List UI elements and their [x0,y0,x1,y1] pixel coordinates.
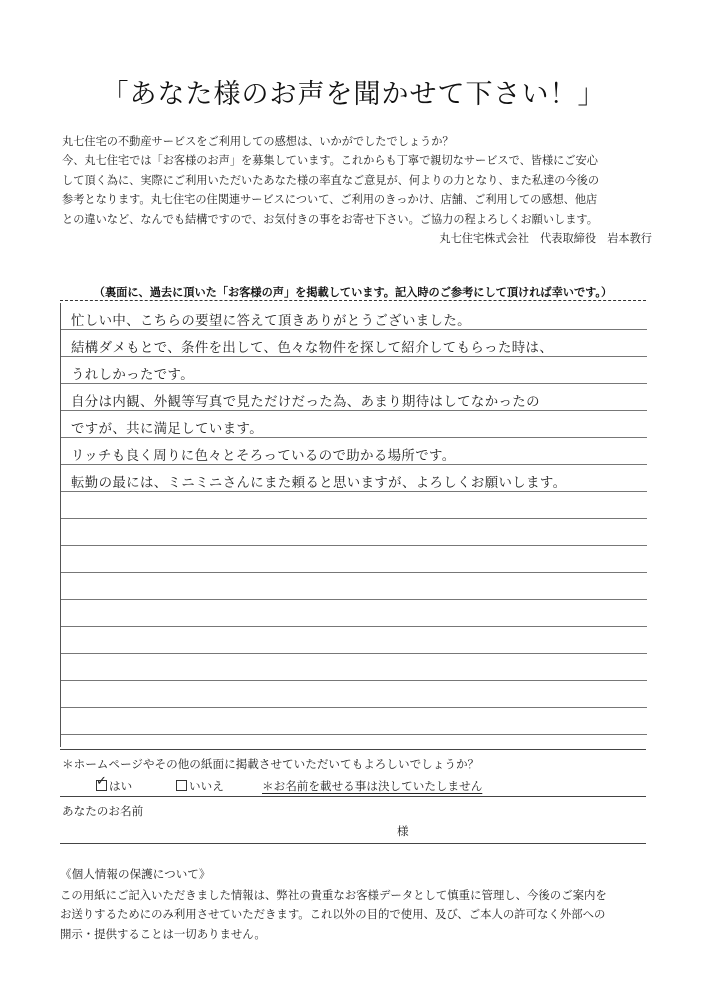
no-checkbox[interactable] [176,780,187,791]
handwritten-line: 自分は内観、外観等写真で見ただけだった為、あまり期待はしてなかったの [71,395,540,410]
publish-yes-option[interactable] [96,774,133,794]
section-divider [60,843,646,844]
intro-line: して頂く為に、実際にご利用いただいたあなた様の率直なご意見が、何よりの力となり、また私達の今後の [62,173,600,187]
privacy-line: お送りするためにのみ利用させていただきます。これ以外の目的で使用、及び、ご本人の許可なく外部への [60,907,606,922]
name-label: あなたのお名前 [62,804,144,818]
handwritten-line: うれしかったです。 [71,368,195,383]
check-mark-icon: ✓ [96,774,107,789]
comment-lines-area[interactable] [60,303,647,747]
intro-text [62,132,652,248]
intro-line: 今、丸七住宅では「お客様のお声」を募集しています。これからも丁寧で親切なサービスで、皆様にご安心 [62,154,598,168]
publish-question: ＊ホームページやその他の紙面に掲載させていただいてもよろしいでしょうか？ [62,757,480,771]
page-title: 「あなた様のお声を聞かせて下さい！」 [101,79,606,110]
signature: 丸七住宅株式会社 代表取締役 岩本教行 [439,232,652,246]
privacy-line: この用紙にご記入いただきました情報は、弊社の貴重なお客様データとして慎重に管理し、今後のご案内を [60,888,607,902]
notice-divider [60,300,646,301]
intro-line: との違いなど、なんでも結構ですので、お気付きの事をお寄せ下さい。ご協力の程よろしくお願いします。 [62,212,598,226]
name-not-published-note: ＊お名前を載せる事は決していたしません [262,779,483,793]
yes-label: はい [109,779,133,793]
handwritten-line: リッチも良く周りに色々とそろっているので助かる場所です。 [71,449,456,464]
yes-checkbox[interactable] [96,774,107,791]
handwritten-line: 結構ダメもとで、条件を出して、色々な物件を探して紹介してもらった時は、 [71,341,554,356]
publish-no-option[interactable] [176,778,224,794]
handwritten-line: 忙しい中、こちらの要望に答えて頂きありがとうございました。 [71,314,471,329]
intro-line: 参考となります。丸七住宅の住関連サービスについて、ご利用のきっかけ、店舗、ご利用しての感想、他店 [62,193,598,207]
privacy-text [60,886,670,944]
handwritten-line: ですが、共に満足しています。 [71,422,263,437]
handwritten-line: 転勤の最には、ミニミニさんにまた頼ると思いますが、よろしくお願いします。 [71,476,567,491]
section-divider [60,749,646,750]
reference-notice: （裏面に、過去に頂いた「お客様の声」を掲載しています。記入時のご参考にして頂ければ幸いです。） [93,285,613,299]
section-divider [60,796,646,797]
intro-line: 丸七住宅の不動産サービスをご利用しての感想は、いかがでしたでしょうか？ [62,135,454,148]
privacy-line: 開示・提供することは一切ありません。 [60,926,266,941]
privacy-title: 《個人情報の保護について》 [60,867,211,881]
no-label: いいえ [189,779,224,793]
name-suffix: 様 [397,824,409,838]
